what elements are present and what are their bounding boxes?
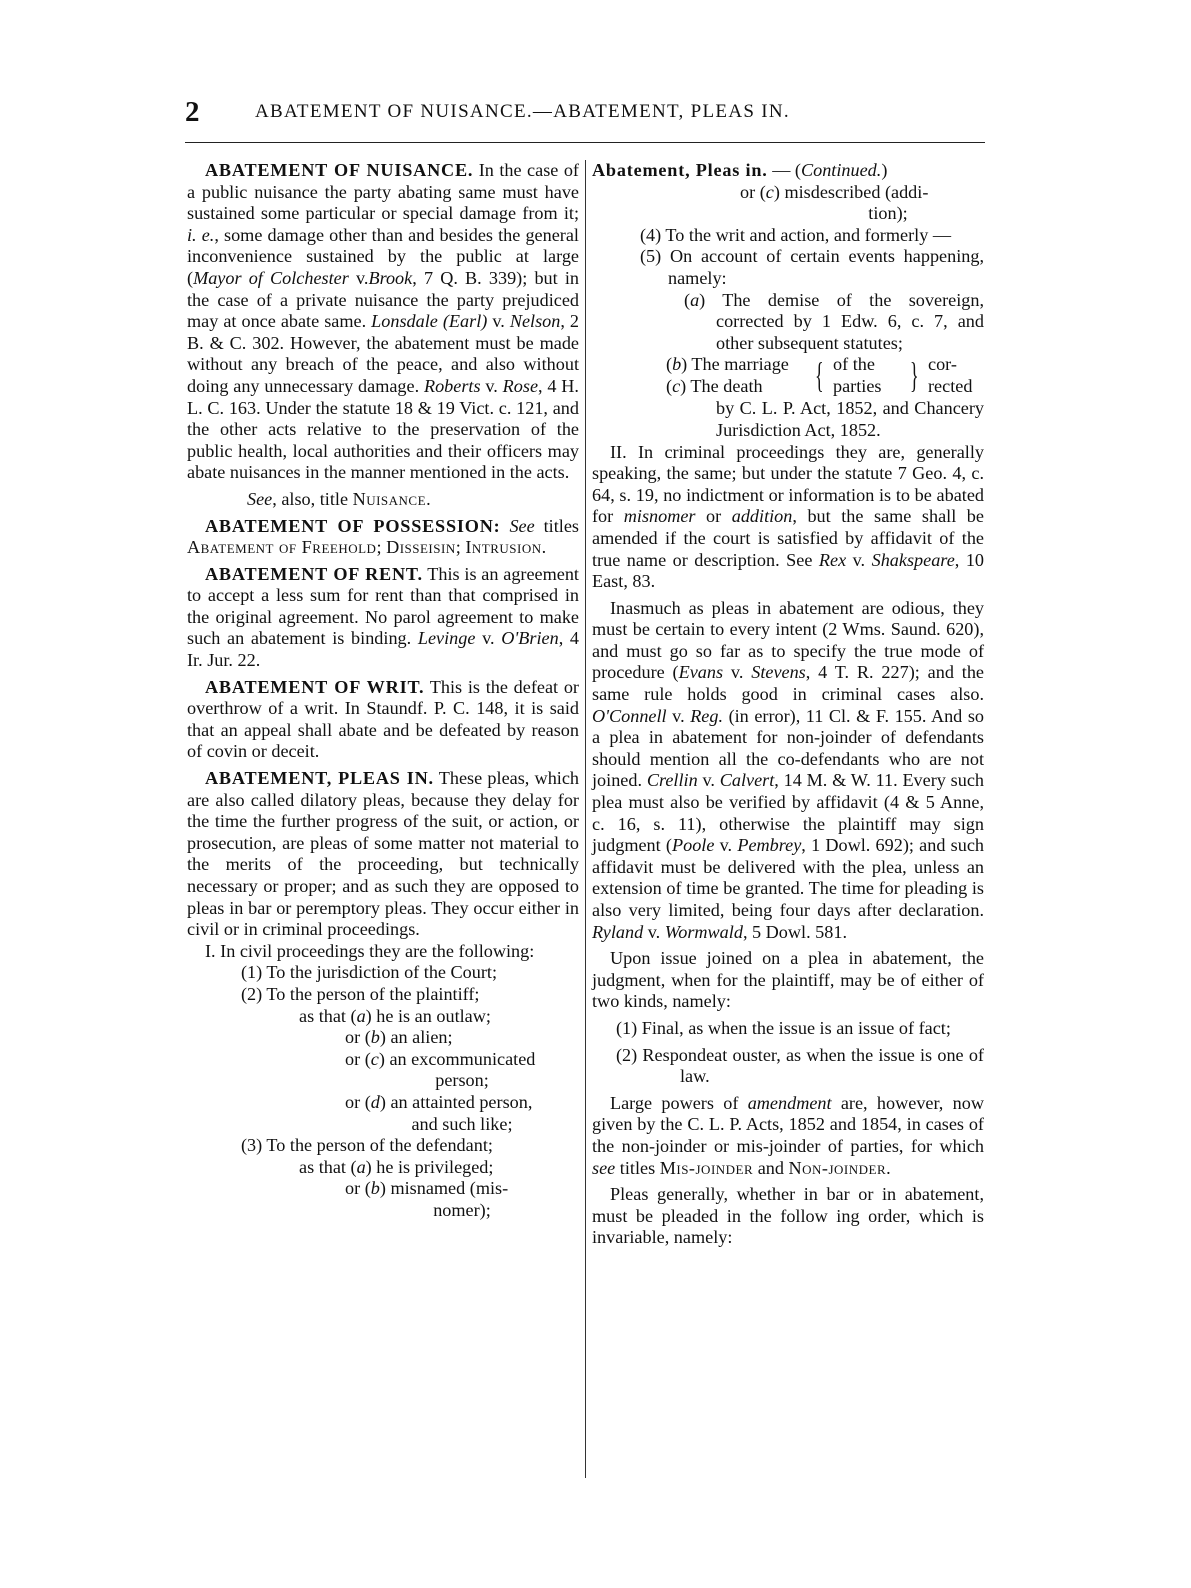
case-citation: Mayor of Colchester (193, 267, 349, 288)
continued-heading: Abatement, Pleas in. — (Continued.) (592, 160, 888, 180)
entry-abatement-of-nuisance: ABATEMENT OF NUISANCE. In the case of a public nuisance the party abating same must have sustained some particular or special damage from it; i. e., some damage other than and besides the general inconvenience sustained by the public at large (Mayor of Colchester v.Brook, 7 Q. B. 339); but in the case of a private nuisance the party prejudiced may at once abate same. Lonsdale (Earl) v. Nelson, 2 B. & C. 302. However, the abatement must be made without any breach of the peace, and also without doing any unnecessary damage. Roberts v. Rose, 4 H. L. C. 163. Under the statute 18 & 19 Vict. c. 121, and the other acts relative to the preservation of the public health, local authorities and their officers may abate nuisances in the manner mentioned in the acts. (187, 160, 579, 483)
case-citation: Levinge (417, 628, 476, 649)
list-item-continuation: and such like; (411, 1113, 513, 1134)
list-item: or (d) an attainted person, (345, 1091, 533, 1112)
header-rule (185, 142, 985, 143)
civil-list (187, 962, 579, 1221)
brace-text: cor- (928, 354, 957, 375)
braced-items (592, 354, 984, 398)
case-citation: Roberts (423, 375, 481, 396)
criminal-proceedings-paragraph: II. In criminal proceedings they are, generally speaking, the same; but under the statute 7 Geo. 4, c. 64, s. 19, no indictment or information is to be abated for misnomer or addition, but the same shall be amended if the court is satisfied by affidavit of the true name or description. See Rex v. Shakspeare, 10 East, 83. (592, 441, 985, 592)
case-citation: Ryland (592, 921, 644, 942)
list-item: (2) Respondeat ouster, as when the issue is one of law. (616, 1044, 984, 1087)
list-item: (a) The demise of the sovereign, corrected by 1 Edw. 6, c. 7, and other subsequent statutes; (684, 289, 984, 353)
list-item: or (b) an alien; (345, 1027, 453, 1048)
page-header (185, 96, 985, 142)
case-citation: Poole (671, 835, 715, 856)
list-item-continuation: tion); (868, 203, 908, 224)
see-also-line: See, also, title Nuisance. (247, 488, 431, 509)
list-item-continuation: by C. L. P. Act, 1852, and Chancery Jurisdiction Act, 1852. (716, 398, 984, 440)
brace-text: parties (833, 376, 882, 397)
odious-pleas-paragraph: Inasmuch as pleas in abatement are odious, they must be certain to every intent (2 Wms. Saund. 620), and must go so far as to specify the true mode of procedure (Evans v. Stevens, 4 T. R. 227); and the same rule holds good in criminal cases also. O'Connell v. Reg. (in error), 11 Cl. & F. 155. And so a plea in abatement for non-joinder of defendants should mention all the co-defendants who are not joined. Crellin v. Calvert, 14 M. & W. 11. Every such plea must also be verified by affidavit (4 & 5 Anne, c. 16, s. 11), otherwise the plaintiff may sign judgment (Poole v. Pembrey, 1 Dowl. 692); and such affidavit must be delivered with the plea, unless an extension of time be granted. The time for pleading is also very limited, being four days after declaration. Ryland v. Wormwald, 5 Dowl. 581. (592, 597, 985, 942)
list-item: as that (a) he is privileged; (299, 1156, 494, 1177)
list-item: or (c) an excommunicated (345, 1048, 536, 1069)
brace-text: of the (833, 354, 875, 375)
list-item: (4) To the writ and action, and formerly — (640, 224, 952, 245)
case-citation: Crellin (646, 770, 698, 791)
case-citation: Evans (678, 662, 724, 683)
pleading-order-paragraph: Pleas generally, whether in bar or in abatement, must be pleaded in the follow ing order, which is invariable, namely: (592, 1184, 984, 1248)
entry-heading: ABATEMENT OF NUISANCE. (205, 160, 474, 180)
list-item: (5) On account of certain events happening, namely: (640, 246, 984, 288)
running-title: ABATEMENT OF NUISANCE.—ABATEMENT, PLEAS IN. (255, 101, 790, 122)
list-item: or (b) misnamed (mis- (345, 1178, 509, 1199)
issue-paragraph: Upon issue joined on a plea in abatement, the judgment, when for the plaintiff, may be of either of two kinds, namely: (592, 948, 984, 1012)
list-item: (1) Final, as when the issue is an issue of fact; (616, 1017, 951, 1038)
amendment-paragraph: Large powers of amendment are, however, now given by the C. L. P. Acts, 1852 and 1854, in cases of the non-joinder or mis-joinder of parties, for which see titles Mis-joinder and Non-joinder. (592, 1092, 984, 1178)
list-item: (c) The death (666, 376, 763, 397)
left-column (187, 160, 579, 1222)
list-item-continuation: nomer); (433, 1199, 491, 1220)
entry-heading: ABATEMENT OF POSSESSION: (205, 515, 501, 536)
right-brace: } (910, 355, 919, 396)
list-item: (2) To the person of the plaintiff; (241, 983, 480, 1004)
civil-proceedings-intro: I. In civil proceedings they are the following: (205, 940, 535, 961)
entry-heading: ABATEMENT OF WRIT. (205, 676, 425, 697)
case-citation: O'Connell (592, 705, 667, 726)
entry-heading: ABATEMENT, PLEAS IN. (205, 768, 434, 789)
list-item-continuation: person; (435, 1070, 489, 1091)
page-number: 2 (185, 96, 200, 128)
brace-text: rected (928, 376, 973, 397)
column-divider (585, 160, 586, 1478)
entry-heading: ABATEMENT OF RENT. (205, 563, 423, 584)
list-item: (3) To the person of the defendant; (241, 1135, 493, 1156)
entry-abatement-pleas-in: ABATEMENT, PLEAS IN. These pleas, which are also called dilatory pleas, because they delay for the time the further progress of the suit, or action, or prosecution, are pleas of some matter not material to the merits of the proceeding, but technically necessary or proper; and as such they are opposed to pleas in bar or peremptory pleas. They occur either in civil or in criminal proceedings. (187, 768, 580, 940)
list-item: (b) The marriage (666, 354, 789, 375)
list-item: as that (a) he is an outlaw; (299, 1005, 491, 1026)
entry-abatement-of-rent: ABATEMENT OF RENT. This is an agreement to accept a less sum for rent than that comprised in the original agreement. No parol agreement to make such an abatement is binding. Levinge v. O'Brien, 4 Ir. Jur. 22. (187, 563, 579, 671)
right-column (592, 160, 984, 1254)
entry-abatement-of-possession: ABATEMENT OF POSSESSION: See titles Abatement of Freehold; Disseisin; Intrusion. (187, 515, 579, 558)
list-item: (1) To the jurisdiction of the Court; (241, 962, 498, 983)
left-brace: { (815, 355, 824, 396)
entry-abatement-of-writ: ABATEMENT OF WRIT. This is the defeat or overthrow of a writ. In Staundf. P. C. 148, it is said that an appeal shall abate and be defeated by reason of covin or deceit. (187, 676, 579, 762)
list-item: or (c) misdescribed (addi- (740, 181, 929, 202)
case-citation: Lonsdale (Earl) (371, 311, 488, 332)
case-citation: Rex (818, 549, 847, 570)
